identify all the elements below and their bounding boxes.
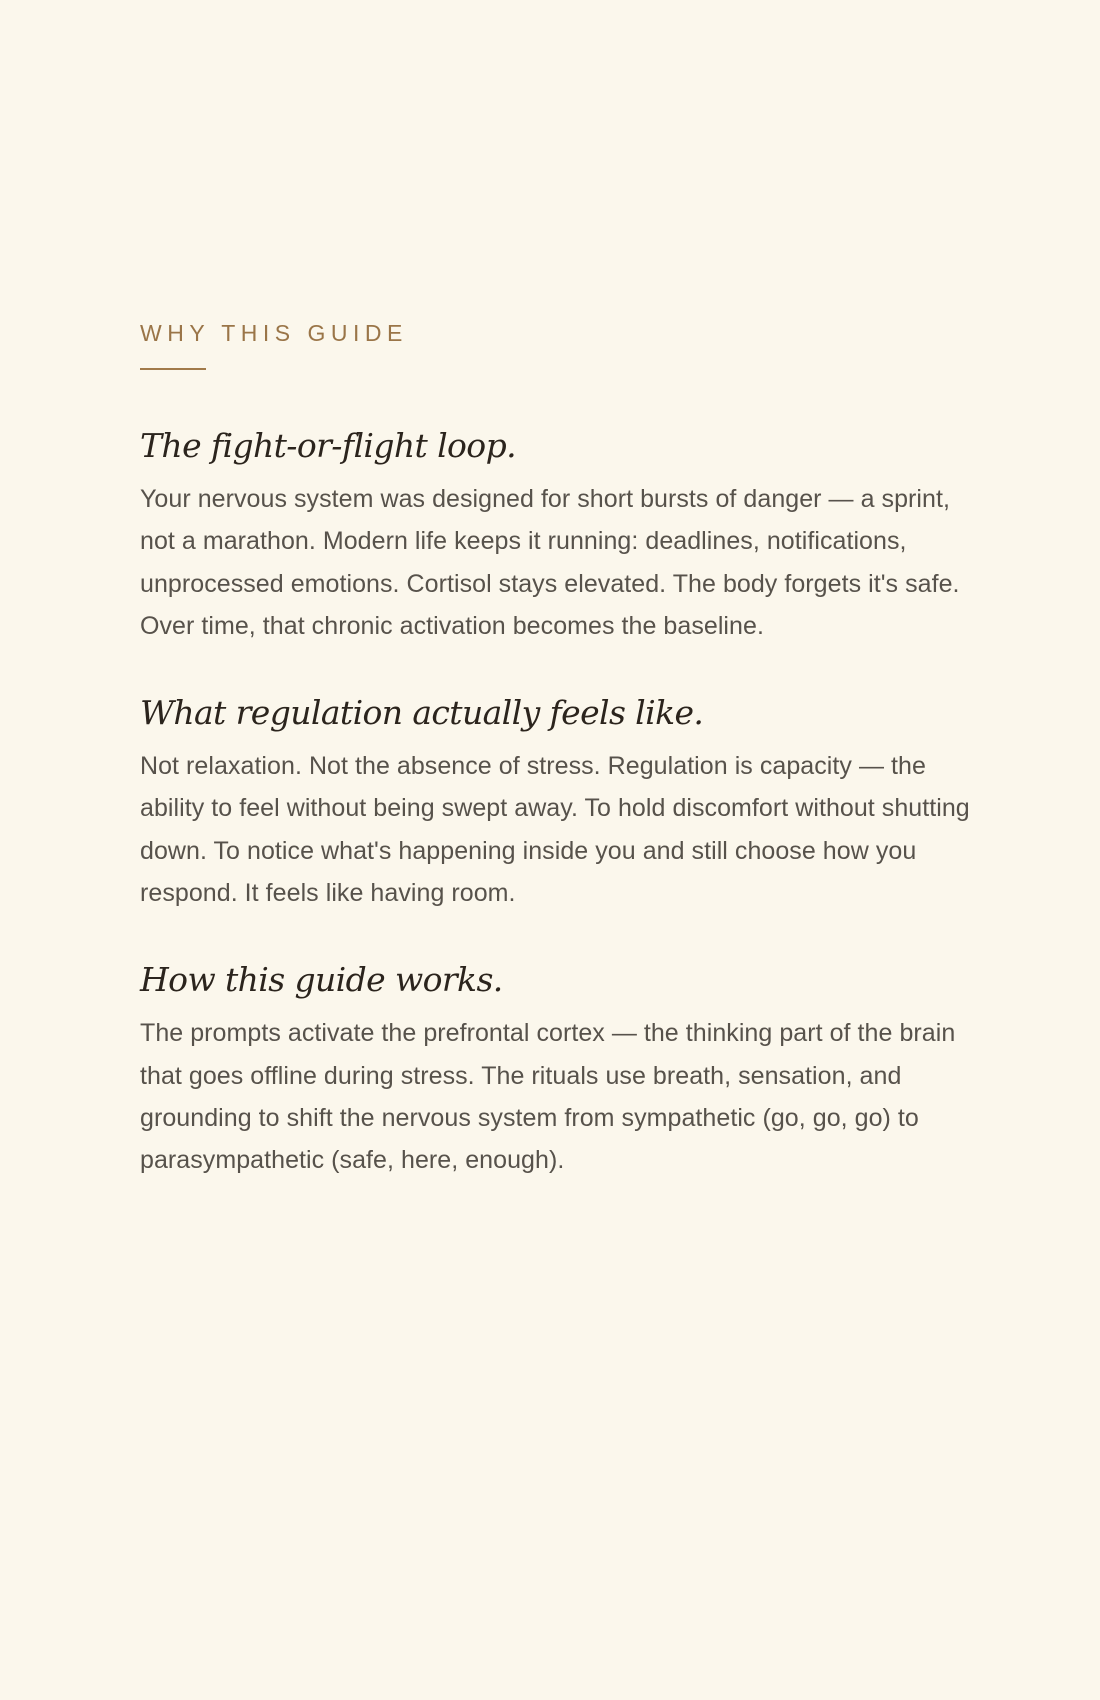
section-how-it-works (140, 960, 970, 1181)
section-heading: How this guide works. (140, 960, 503, 1000)
section-eyebrow: WHY THIS GUIDE (140, 320, 408, 346)
section-heading: What regulation actually feels like. (140, 693, 704, 733)
section-fight-or-flight (140, 426, 970, 647)
guide-page (140, 318, 970, 1182)
section-body: Your nervous system was designed for short bursts of danger — a sprint, not a marathon. Modern life keeps it running: deadlines, notifications, unprocessed emotions. Cortisol stays elevated. The body forgets it's safe. Over time, that chronic activation becomes the baseline. (140, 485, 960, 640)
section-body: The prompts activate the prefrontal cortex — the thinking part of the brain that goes offline during stress. The rituals use breath, sensation, and grounding to shift the nervous system from sympathetic (go, go, go) to parasympathetic (safe, here, enough). (140, 1019, 956, 1175)
section-body: Not relaxation. Not the absence of stress. Regulation is capacity — the ability to feel without being swept away. To hold discomfort without shutting down. To notice what's happening inside you and still choose how you respond. It feels like having room. (140, 752, 970, 908)
section-heading: The fight-or-flight loop. (140, 426, 516, 465)
eyebrow-divider (140, 368, 206, 370)
section-regulation (140, 693, 970, 914)
